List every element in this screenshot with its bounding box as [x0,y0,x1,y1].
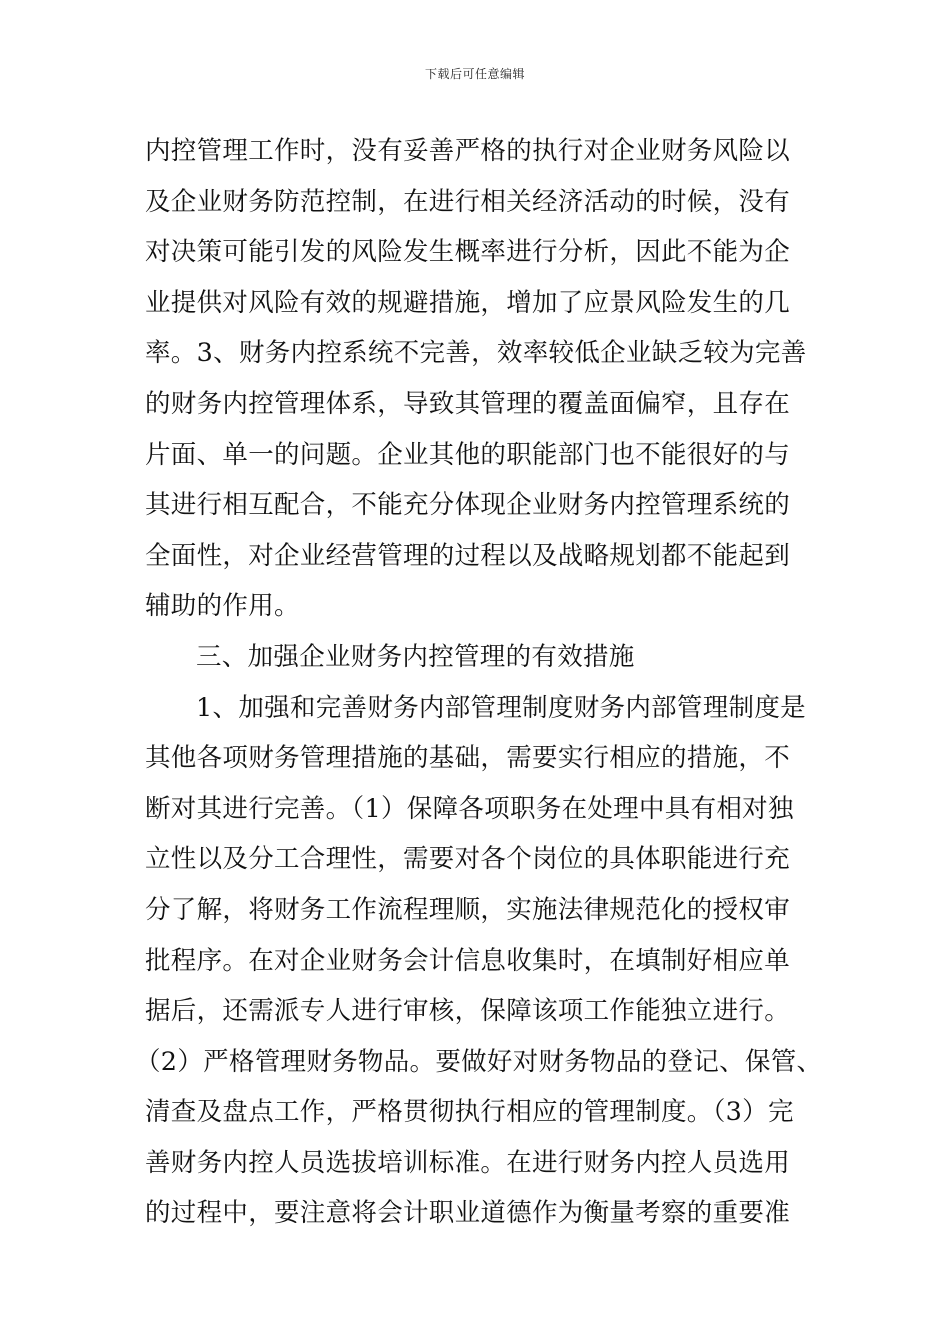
text-line: 率。3、财务内控系统不完善，效率较低企业缺乏较为完善 [145,338,807,369]
text-line: 其他各项财务管理措施的基础，需要实行相应的措施，不 [145,743,791,774]
document-body [135,126,823,1239]
text-line: 及企业财务防范控制，在进行相关经济活动的时候，没有 [145,186,791,217]
text-line: 内控管理工作时，没有妥善严格的执行对企业财务风险以 [145,136,791,166]
page-header: 下载后可任意编辑 [424,67,525,81]
text-line: 清查及盘点工作，严格贯彻执行相应的管理制度。（3）完 [145,1097,794,1128]
text-line: 全面性，对企业经营管理的过程以及战略规划都不能起到 [145,540,791,571]
text-line: 对决策可能引发的风险发生概率进行分析，因此不能为企 [145,237,791,268]
section-heading: 三、加强企业财务内控管理的有效措施 [196,641,635,672]
text-line: （2）严格管理财务物品。要做好对财务物品的登记、保管、 [135,1046,823,1077]
text-line: 善财务内控人员选拔培训标准。在进行财务内控人员选用 [145,1147,791,1178]
text-line: 立性以及分工合理性，需要对各个岗位的具体职能进行充 [145,844,791,875]
text-line: 断对其进行完善。（1）保障各项职务在处理中具有相对独 [145,793,794,824]
text-line: 的财务内控管理体系，导致其管理的覆盖面偏窄，且存在 [145,388,791,419]
text-line: 的过程中，要注意将会计职业道德作为衡量考察的重要准 [145,1198,791,1229]
text-line: 分了解，将财务工作流程理顺，实施法律规范化的授权审 [145,894,791,925]
text-line: 其进行相互配合，不能充分体现企业财务内控管理系统的 [145,490,791,521]
text-line: 批程序。在对企业财务会计信息收集时，在填制好相应单 [145,945,791,976]
text-line: 1、加强和完善财务内部管理制度财务内部管理制度是 [196,692,806,723]
text-line: 业提供对风险有效的规避措施，增加了应景风险发生的几 [145,287,791,318]
text-line: 据后，还需派专人进行审核，保障该项工作能独立进行。 [145,996,791,1027]
text-line: 片面、单一的问题。企业其他的职能部门也不能很好的与 [145,439,791,470]
text-line: 辅助的作用。 [145,591,300,622]
